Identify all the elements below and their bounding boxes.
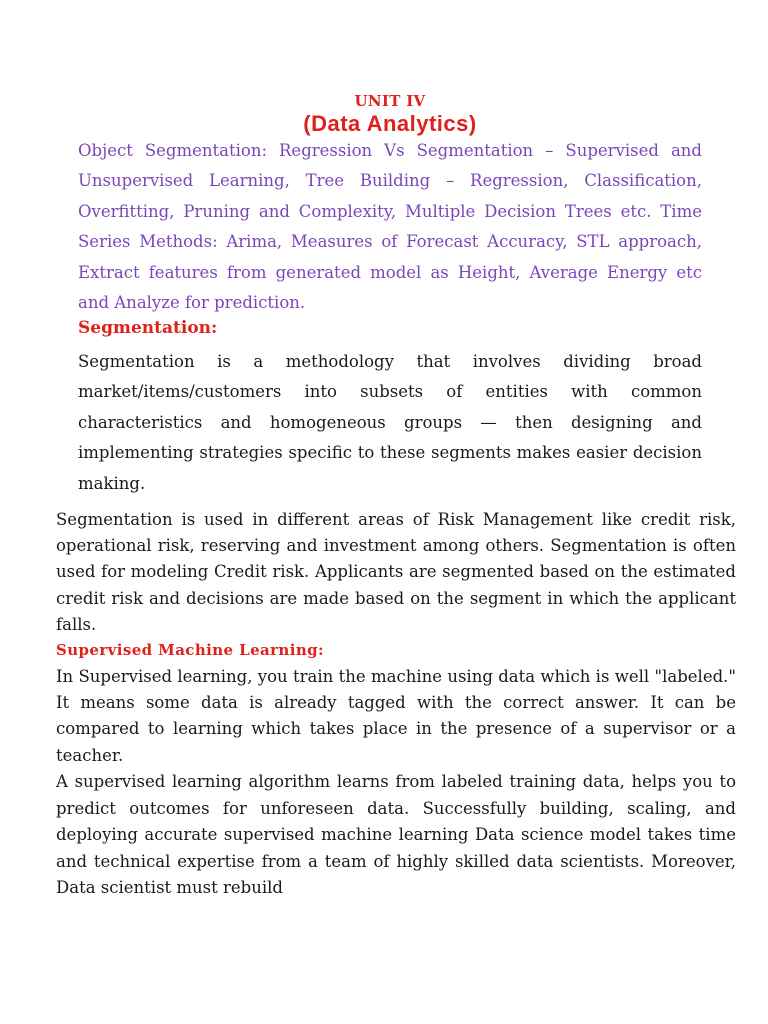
supervised-learning-heading: Supervised Machine Learning: xyxy=(56,641,324,659)
segmentation-usage-paragraph: Segmentation is used in different areas of Risk Management like credit risk, operational risk, reserving and investment among others. Segmentation is often used for modeling Credit risk. Applicants are segmented based on the estimated credit risk and decisions are made based on the segment in which the applicant falls. xyxy=(56,510,736,634)
unit-heading: UNIT IV xyxy=(354,92,426,110)
segmentation-heading: Segmentation: xyxy=(78,318,218,338)
page-title: (Data Analytics) xyxy=(303,111,477,136)
syllabus-paragraph: Object Segmentation: Regression Vs Segmentation – Supervised and Unsupervised Learning, Tree Building – Regression, Classification, Overfitting, Pruning and Complexity, Multiple Decision Trees etc. Time Series Methods: Arima, Measures of Forecast Accuracy, STL approach, Extract features from generated model as Height, Average Energy etc and Analyze for prediction. xyxy=(78,141,702,313)
supervised-learning-paragraph-2: A supervised learning algorithm learns from labeled training data, helps you to predict outcomes for unforeseen data. Successfully building, scaling, and deploying accurate supervised machine learning Data science model takes time and technical expertise from a team of highly skilled data scientists. Moreover, Data scientist must rebuild xyxy=(56,772,736,897)
supervised-learning-paragraph-1: In Supervised learning, you train the machine using data which is well "labeled." It means some data is already tagged with the correct answer. It can be compared to learning which takes place in the presence of a supervisor or a teacher. xyxy=(56,667,736,765)
segmentation-definition-paragraph: Segmentation is a methodology that involves dividing broad market/items/customers into subsets of entities with common characteristics and homogeneous groups — then designing and implementing strategies specific to these segments makes easier decision making. xyxy=(78,352,702,493)
